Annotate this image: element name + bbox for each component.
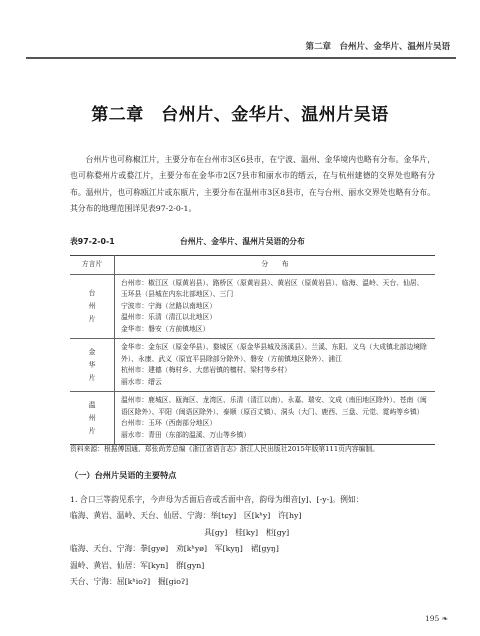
running-head: 第二章 台州片、金华片、温州片吴语 (305, 42, 450, 52)
header-rule (26, 57, 456, 59)
distribution-cell-wenzhou (115, 392, 436, 445)
distribution-table (70, 255, 435, 445)
rule-statement: 1. 合口三等韵见系字，今声母为舌面后音或舌面中音，韵母为细音[y]、[-y-]。例如： (70, 495, 364, 504)
table-row-taizhou (70, 274, 435, 339)
distribution-cell-taizhou (115, 274, 436, 339)
table-title: 台州片、金华片、温州片吴语的分布 (180, 237, 305, 246)
distribution-line: 金华市：金东区（原金华县）、婺城区（原金华县城及汤溪县）、兰溪、东阳、义乌（大成镇北部边境除外）、永康、武义（原宜平县除部分除外）、磐安（方前镇地区除外）、浦江 (121, 343, 427, 363)
distribution-cell-jinhua (115, 339, 436, 392)
distribution-line: 杭州市：建德（梅村乡、大慈岩镇的檀村、梁村等乡村） (121, 366, 291, 374)
table-row-jinhua (70, 339, 435, 392)
example-line: 临海、黄岩、温岭、天台、仙居、宁海：举[tɕy] 区[kʰy] 许[hy] (70, 511, 302, 520)
distribution-line: 金华市：磐安（方前镇地区） (121, 324, 210, 333)
region-cell-jinhua: 金 华 片 (70, 339, 115, 392)
example-line: 温岭、黄岩、仙居：军[kyn] 群[gyn] (70, 560, 205, 570)
distribution-line: 温州市：鹿城区、瓯海区、龙湾区、乐清（清江以南）、永嘉、瑞安、文成（南田地区除外）、苍南（闽语区除外）、平阳（闽语区除外）、泰顺（原百丈镇）、洞头（大门、鹿西、三盘、元觉、霓屿等乡镇） (121, 396, 427, 416)
table-number: 表97-2-0-1 (70, 237, 115, 246)
distribution-line: 台州市：玉环（西南部分地区） (121, 419, 217, 427)
distribution-line: 宁波市：宁海（岔路以南地区） (121, 301, 217, 310)
table-header-row (70, 256, 435, 275)
example-line: 具[gy] 桂[ky] 柜[gy] (204, 527, 290, 537)
intro-paragraph: 台州片也可称椒江片，主要分布在台州市3区6县市，在宁波、温州、金华境内也略有分布。金华片，也可称婺州片或婺江片，主要分布在金华市2区7县市和丽水市的缙云，在与杭州建德的交界处也略有分布。温州片，也可称瓯江片或东瓯片，主要分布在温州市3区8县市，在与台州、丽水交界处也略有分布。其分布的地理范围详见表97-2-0-1。 (70, 155, 435, 214)
distribution-line: 丽水市：缙云 (121, 377, 162, 386)
region-cell-wenzhou: 温 州 片 (70, 392, 115, 445)
table-row-wenzhou (70, 392, 435, 445)
distribution-line: 台州市：椒江区（原黄岩县）、路桥区（原黄岩县）、黄岩区（原黄岩县）、临海、温岭、天台、仙居、玉环县（县城在内东北部地区）、三门 (121, 278, 424, 298)
distribution-line: 丽水市：青田（东部的温溪、万山等乡镇） (121, 430, 251, 439)
chapter-title: 第二章 台州片、金华片、温州片吴语 (91, 105, 389, 125)
header-dialect-area: 方言片 (70, 256, 115, 275)
table-source-note: 资料来源：根据傅国通、郑张尚芳总编《浙江省语言志》浙江人民出版社2015年版第111页内容编制。 (70, 445, 379, 453)
page-number: 195 ❧ (425, 614, 448, 623)
example-line: 天台、宁海：屈[kʰioʔ] 掘[gioʔ] (70, 577, 189, 587)
examples-block (70, 508, 440, 591)
distribution-line: 温州市：乐清（清江以北地区） (121, 313, 217, 321)
header-distribution: 分 布 (115, 256, 436, 275)
example-line: 临海、天台、宁海：拳[gyø] 劝[kʰyø] 军[kyŋ] 裙[gyŋ] (70, 544, 279, 554)
section-heading: （一）台州片吴语的主要特点 (70, 470, 177, 480)
region-cell-taizhou: 台 州 片 (70, 274, 115, 339)
